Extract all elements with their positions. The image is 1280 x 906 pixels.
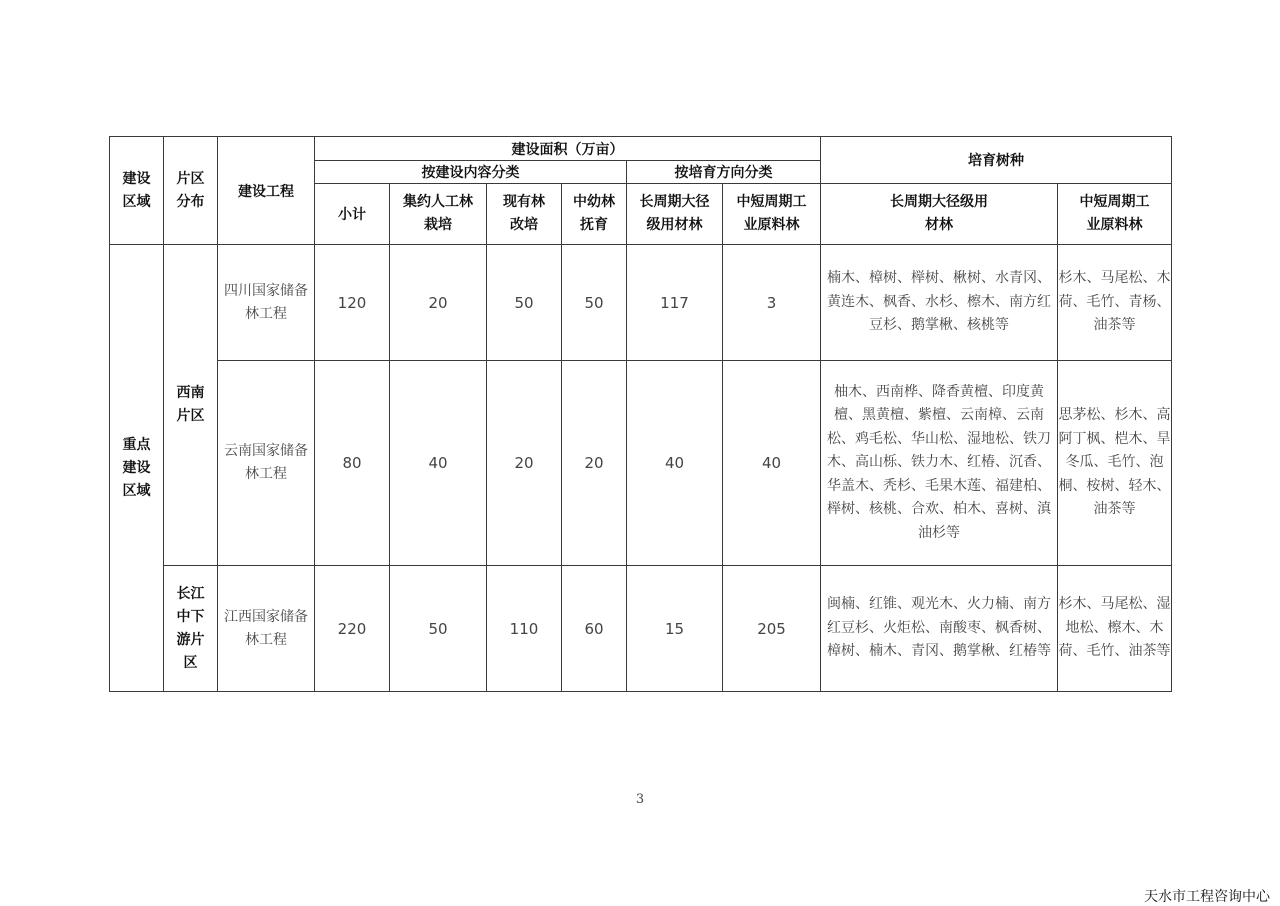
young-cell: 60 (562, 566, 627, 692)
existing-cell: 110 (487, 566, 562, 692)
species-short-cell: 杉木、马尾松、木荷、毛竹、青杨、油茶等 (1058, 245, 1172, 361)
header-construction-area: 建设面积（万亩） (315, 137, 821, 161)
short-cycle-cell: 3 (723, 245, 821, 361)
table-row (110, 566, 1172, 692)
project-cell: 江西国家储备林工程 (218, 566, 315, 692)
header-species-short: 中短周期工业原料林 (1058, 184, 1172, 245)
header-project: 建设工程 (218, 137, 315, 245)
species-long-cell: 闽楠、红锥、观光木、火力楠、南方红豆杉、火炬松、南酸枣、枫香树、樟树、楠木、青冈、鹅掌楸、红椿等 (821, 566, 1058, 692)
header-by-direction: 按培育方向分类 (627, 161, 821, 184)
young-cell: 20 (562, 361, 627, 566)
subtotal-cell: 80 (315, 361, 390, 566)
species-long-cell: 柚木、西南桦、降香黄檀、印度黄檀、黑黄檀、紫檀、云南樟、云南松、鸡毛松、华山松、湿地松、铁刀木、高山栎、铁力木、红椿、沉香、华盖木、秃杉、毛果木莲、福建柏、榉树、核桃、合欢、柏木、喜树、滇油杉等 (821, 361, 1058, 566)
footer-organization: 天水市工程咨询中心 (1144, 889, 1270, 905)
region-cell: 重点建设区域 (110, 245, 164, 692)
species-short-cell: 杉木、马尾松、湿地松、檫木、木荷、毛竹、油茶等 (1058, 566, 1172, 692)
long-cycle-cell: 40 (627, 361, 723, 566)
header-subtotal: 小计 (315, 184, 390, 245)
header-species-long: 长周期大径级用材林 (821, 184, 1058, 245)
table-row (110, 245, 1172, 361)
intensive-cell: 20 (390, 245, 487, 361)
header-by-content: 按建设内容分类 (315, 161, 627, 184)
area-cell: 西南片区 (164, 245, 218, 566)
subtotal-cell: 220 (315, 566, 390, 692)
project-cell: 四川国家储备林工程 (218, 245, 315, 361)
subtotal-cell: 120 (315, 245, 390, 361)
header-area: 片区分布 (164, 137, 218, 245)
table-row (110, 361, 1172, 566)
header-long-cycle: 长周期大径级用材林 (627, 184, 723, 245)
species-short-cell: 思茅松、杉木、高阿丁枫、桤木、旱冬瓜、毛竹、泡桐、桉树、轻木、油茶等 (1058, 361, 1172, 566)
header-region: 建设区域 (110, 137, 164, 245)
area-cell: 长江中下游片区 (164, 566, 218, 692)
existing-cell: 20 (487, 361, 562, 566)
header-young: 中幼林抚育 (562, 184, 627, 245)
short-cycle-cell: 40 (723, 361, 821, 566)
storage-forest-table (109, 136, 1172, 692)
long-cycle-cell: 15 (627, 566, 723, 692)
page-number: 3 (635, 792, 645, 807)
young-cell: 50 (562, 245, 627, 361)
existing-cell: 50 (487, 245, 562, 361)
intensive-cell: 40 (390, 361, 487, 566)
project-cell: 云南国家储备林工程 (218, 361, 315, 566)
intensive-cell: 50 (390, 566, 487, 692)
header-intensive: 集约人工林栽培 (390, 184, 487, 245)
species-long-cell: 楠木、樟树、榉树、楸树、水青冈、黄连木、枫香、水杉、檫木、南方红豆杉、鹅掌楸、核桃等 (821, 245, 1058, 361)
header-species: 培育树种 (821, 137, 1172, 184)
short-cycle-cell: 205 (723, 566, 821, 692)
header-existing: 现有林改培 (487, 184, 562, 245)
long-cycle-cell: 117 (627, 245, 723, 361)
header-short-cycle: 中短周期工业原料林 (723, 184, 821, 245)
